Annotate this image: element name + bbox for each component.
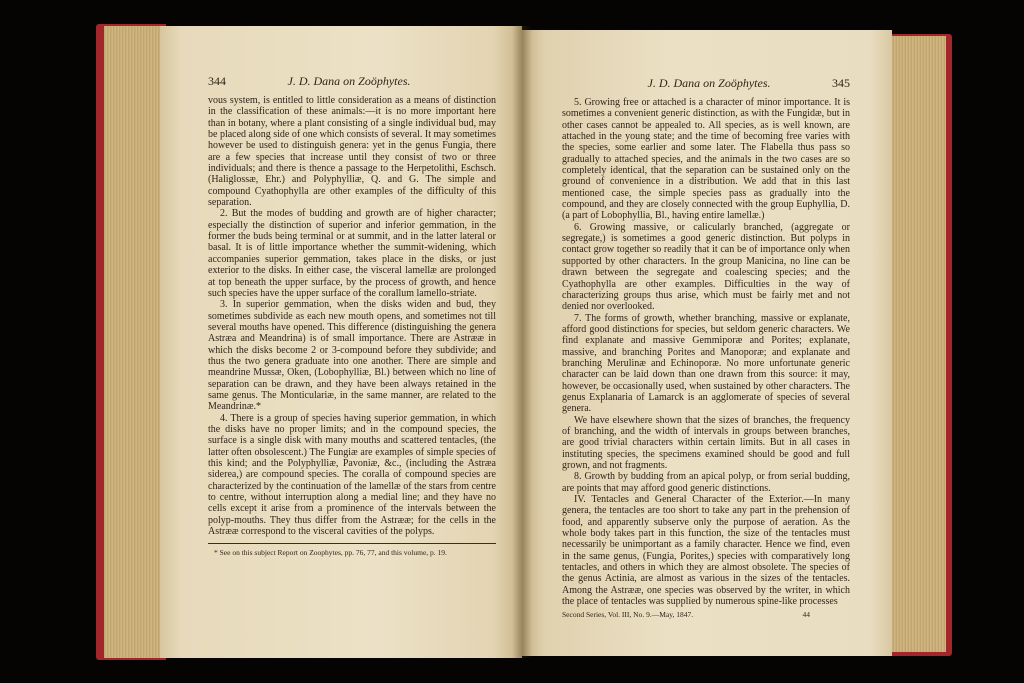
paragraph: 3. In superior gemmation, when the disks widen and bud, they sometimes subdivide as each new mouth opens, and sometimes not till several mouths have opened. This difference (distinguishing the genera Astræa and Meandrina) is of small importance. There are Astrææ in which the disks become 2 or 3-compound before they subdivide; and thus the two genera graduate into one another. There are simple and meandrine Mussæ, Oken, (Lobophylliæ, Bl.) between which no line of separation can be drawn, and they have been always retained in the same genus. The Monticulariæ, in the same manner, are related to the Meandrinæ.*: [208, 299, 496, 413]
right-page-header: [562, 76, 850, 91]
paragraph: vous system, is entitled to little consideration as a means of distinction in the classification of these animals:—it is no more important here than in botany, where a plant consisting of a single individual bud, may be placed along side of one which consists of several. It may sometimes however be used to distinguish genera: yet in the genus Fungia, there are a few species that increase until they consist of two or three individuals; and there is thence a passage to the Herpetolithi, Eschsch. (Haliglossæ, Ehr.) and Polyphylliæ, Q. and G. The simple and compound Cyathophylla are other examples of the difficulty of this separation.: [208, 95, 496, 209]
page-edges-left: [104, 26, 162, 658]
signature-mark: 44: [802, 610, 810, 620]
right-page-number: 345: [832, 76, 850, 90]
left-page-header: [208, 74, 496, 89]
page-edges-right: [888, 36, 946, 652]
paragraph: 8. Growth by budding from an apical polyp, or from serial budding, are points that may afford good generic distinctions.: [562, 471, 850, 494]
left-page-body: [208, 95, 496, 537]
right-running-title: J. D. Dana on Zoöphytes.: [647, 76, 771, 90]
signature-line: [562, 610, 850, 619]
paragraph: 2. But the modes of budding and growth are of higher character; especially the distinction of superior and inferior gemmation, in the former the buds being terminal or at summit, and in the latter lateral or basal. It is of little importance whether the summit-widening, which accompanies superior gemmation, takes place in the disks, or just exterior to the disks. In either case, the visceral lamellæ are prolonged at top beneath the upper surface, by the process of growth, and hence such species have the upper surface of the corallum lamello-striate.: [208, 208, 496, 299]
right-page: [522, 30, 892, 656]
left-running-title: J. D. Dana on Zoöphytes.: [287, 74, 411, 88]
footnote-rule: [208, 543, 496, 544]
right-page-body: [562, 97, 850, 607]
paragraph: 6. Growing massive, or calicularly branched, (aggregate or segregate,) is sometimes a good generic distinction. But polyps in contact grow together so readily that it can be of importance only when supported by other characters. In the group Manicina, no line can be drawn between the segregate and coalescing species; and the Cyathophylla are other examples. Difficulties in the way of characterizing groups thus arise, which must be fairly met and not denied nor overlooked.: [562, 221, 850, 313]
paragraph: 7. The forms of growth, whether branching, massive or explanate, afford good distinctions for species, but seldom generic characters. We find explanate and massive Gemmiporæ and Porites; explanate, massive, and branching Porites and Manoporæ; and explanate and branching Merulinæ and Echinoporæ. No more unfortunate generic character can be laid down than one drawn from this source: it may, however, be occasionally used, when sustained by other characters. The genus Explanaria of Lamarck is an agglomerate of species of several genera.: [562, 312, 850, 415]
paragraph: IV. Tentacles and General Character of the Exterior.—In many genera, the tentacles are too short to take any part in the prehension of food, and apparently subserve only the purpose of aeration. As the whole body takes part in this function, the size of the tentacles must necessarily be unimportant as a family character. Hence we find, even in the same genus, (Fungia, Porites,) species with comparatively long tentacles, and others in which they are almost obsolete. The species of the genus Actinia, are almost as various in the sizes of the tentacles. Among the Astrææ, one species was observed by the writer, in which the place of tentacles was supplied by numerous spine-like processes: [562, 494, 850, 608]
paragraph: We have elsewhere shown that the sizes of branches, the frequency of branching, and the width of intervals in groups between branches, are good trivial characters within certain limits. But in all cases in instituting species, the specimens examined should be good and full grown, and not fragments.: [562, 414, 850, 471]
book-gutter: [512, 26, 532, 658]
series-imprint: Second Series, Vol. III, No. 9.—May, 1847.: [562, 610, 694, 620]
footnote: * See on this subject Report on Zoophytes, pp. 76, 77, and this volume, p. 19.: [214, 548, 447, 558]
left-page: [160, 26, 522, 658]
paragraph: 4. There is a group of species having superior gemmation, in which the disks have no proper limits; and in the compound species, the surface is a single disk with many mouths and scattered tentacles, (the latter often obsolescent.) The Fungiæ are examples of simple species of this kind; and the Polyphylliæ, Pavoniæ, &c., (including the Astræa siderea,) are compound species. The coralla of compound species are characterized by the continuation of the lamellæ of the stars from centre to centre, without interruption along a medial line; and they have no cells except it arise from a prominence of the intervals between the polyp-mouths. They thus differ from the Astrææ; for the cells in the Astrææ correspond to the visceral cavities of the polyps.: [208, 412, 496, 538]
left-page-number: 344: [208, 74, 226, 88]
paragraph: 5. Growing free or attached is a character of minor importance. It is sometimes a convenient generic distinction, as with the Fungidæ, but in other cases cannot be appealed to. All species, as is well known, are attached in the young state; and the time of becoming free varies with the species, some earlier and some later. The Flabella thus pass so gradually to attached species, and the animals in the two cases are so completely identical, that the separation can be sustained only on the ground of convenience in a distribution. We add that in this last mentioned case, the simple species pass as gradually into the compound, and they are closely connected with the group Euphyllia, D. (a part of Lobophyllia, Bl., having entire lamellæ.): [562, 97, 850, 222]
